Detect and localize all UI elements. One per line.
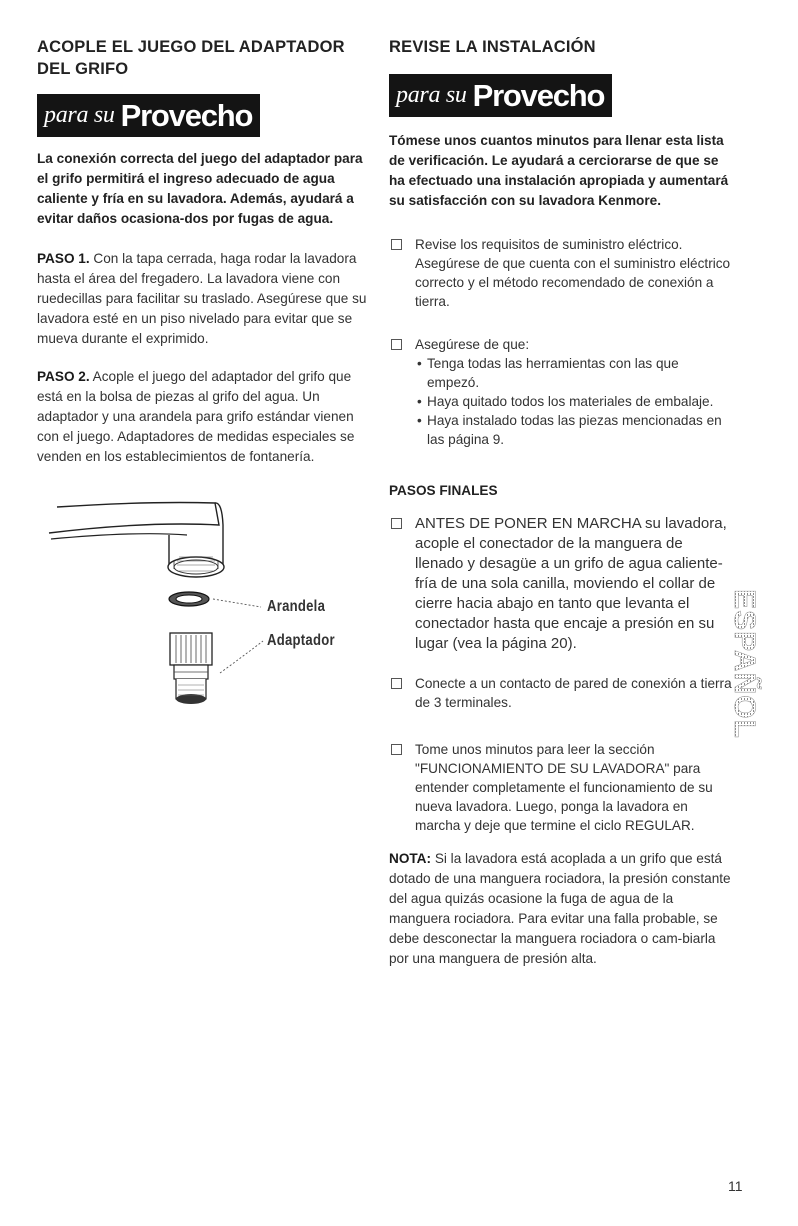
section-heading-adapter: ACOPLE EL JUEGO DEL ADAPTADOR DEL GRIFO	[37, 38, 345, 78]
para-su-provecho-logo	[37, 94, 260, 137]
note-label: NOTA:	[389, 851, 432, 866]
note-text: Si la lavadora está acoplada a un grifo que está dotado de una manguera rociadora, la presión constante del agua quizás ocasione la fuga de agua de la manguera rociadora. Para evitar una falla probable, se debe desconectar la manguera rociadora o cam-biarla por una manguera de presión alta.	[389, 851, 731, 966]
checkbox-icon	[391, 339, 402, 350]
brand-small-text: para su	[396, 82, 467, 108]
adapter-icon	[170, 633, 212, 704]
brand-big-text: Provecho	[120, 97, 253, 133]
checkbox-icon	[391, 744, 402, 755]
checklist-item-electrical: Revise los requisitos de suministro eléctrico. Asegúrese de que cuenta con el suministro eléctrico correcto y el método recomendado de conexión a tierra.	[389, 235, 734, 311]
checklist-intro: Tómese unos cuantos minutos para llenar esta lista de verificación. Le ayudará a cerciorarse de que se ha efectuado una instalación apropiada y aumentará su satisfacción con su lavadora Kenmore.	[389, 133, 729, 208]
bullet-item: • Haya instalado todas las piezas mencionadas en las página 9.	[417, 413, 722, 447]
page-number: 11	[728, 1178, 743, 1194]
adapter-intro: La conexión correcta del juego del adaptador para el grifo permitirá el ingreso adecuado de agua caliente y fría en su lavadora. Además, ayudará a evitar daños ocasiona-dos por fugas de agua.	[37, 151, 363, 226]
step-1	[37, 249, 375, 349]
side-tab-label: ESPAÑOL	[728, 589, 761, 739]
adapter-label: Adaptador	[267, 632, 335, 649]
step-1-label: PASO 1.	[37, 251, 90, 266]
language-side-tab	[727, 566, 763, 762]
para-su-provecho-logo-2	[389, 74, 612, 117]
note	[389, 849, 734, 969]
washer-label: Arandela	[267, 598, 326, 615]
final-steps-heading: PASOS FINALES	[389, 483, 498, 498]
brand-big-text: Provecho	[472, 77, 605, 113]
final-step-outlet: Conecte a un contacto de pared de conexión a tierra de 3 terminales.	[389, 674, 734, 712]
right-column	[389, 36, 734, 969]
bullet-item: • Haya quitado todos los materiales de embalaje.	[417, 394, 714, 409]
checklist-item-verify: Asegúrese de que: • Tenga todas las herramientas con las que empezó. • Haya quitado todos los materiales de embalaje. • Haya instalado todas las piezas mencionadas en las página 9.	[389, 335, 734, 449]
checkbox-icon	[391, 518, 402, 529]
left-column	[37, 36, 375, 710]
final-step-connect-hose: ANTES DE PONER EN MARCHA su lavadora, acople el conectador de la manguera de llenado y desagüe a un grifo de agua caliente-fría de una sola canilla, moviendo el collar de cierre hacia abajo en tanto que levanta el conectador hasta que encaje a presión en su lugar (vea la página 20).	[389, 514, 734, 654]
checkbox-icon	[391, 678, 402, 689]
step-2-text: Acople el juego del adaptador del grifo que está en la bolsa de piezas al grifo del agua. Un adaptador y una arandela para grifo estándar vienen con el juego. Adaptadores de medidas especiales se venden en los establecimientos de fontanería.	[37, 369, 355, 464]
section-heading-check-installation: REVISE LA INSTALACIÓN	[389, 38, 596, 56]
washer-icon	[169, 592, 209, 606]
step-2	[37, 367, 375, 467]
step-2-label: PASO 2.	[37, 369, 90, 384]
bullet-item: • Tenga todas las herramientas con las que empezó.	[417, 356, 679, 390]
final-step-read-section: Tome unos minutos para leer la sección "FUNCIONAMIENTO DE SU LAVADORA" para entender completamente el funcionamiento de su nueva lavadora. Luego, ponga la lavadora en marcha y deje que termine el ciclo REGULAR.	[389, 740, 734, 835]
checkbox-icon	[391, 239, 402, 250]
brand-small-text: para su	[44, 102, 115, 128]
faucet-adapter-illustration	[37, 495, 375, 710]
step-1-text: Con la tapa cerrada, haga rodar la lavadora hasta el área del fregadero. La lavadora viene con ruedecillas para facilitar su traslado. Asegúrese que su lavadora esté en un piso nivelado para evitar que se mueva durante el exprimido.	[37, 251, 367, 346]
